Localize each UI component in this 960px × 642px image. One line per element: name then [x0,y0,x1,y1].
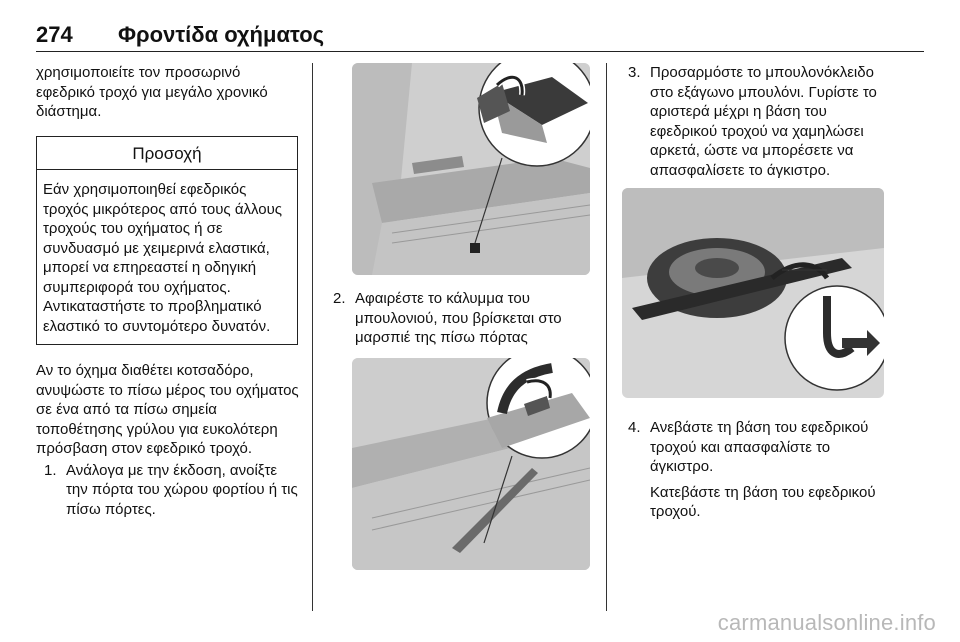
step-number: 1. [44,461,57,479]
page-header [36,20,924,52]
column-middle [325,63,595,570]
spare-wheel-carrier-illustration [622,188,884,398]
chapter-title: Φροντίδα οχήματος [118,22,325,47]
step-1 [44,461,300,520]
step-text: Αφαιρέστε το κάλυμμα του μπουλονιού, που βρίσκεται στο μαρσπιέ της πίσω πόρτας [355,290,562,346]
watermark: carmanualsonline.info [717,610,936,635]
step-3 [628,63,888,180]
caution-box [36,136,298,346]
column-right [620,63,888,522]
intro-text: χρησιμοποιείτε τον προσωρινό εφεδρικό τροχό για μεγάλο χρονικό διάστημα. [36,64,268,120]
step-2 [333,289,595,348]
caution-title: Προσοχή [37,137,297,171]
step-followup: Κατεβάστε τη βάση του εφεδρικού τροχού. [650,483,876,520]
step-4 [628,418,888,522]
step-text: Προσαρμόστε το μπουλονόκλειδο στο εξάγωνο μπουλόνι. Γυρίστε το αριστερά μέχρι η βάση του εφεδρικού τροχού να χαμηλώσει αρκετά, ώστε να μπορέσετε να απασφαλίσετε το άγκιστρο. [650,64,877,179]
column-left [36,63,300,519]
tow-bar-paragraph: Αν το όχημα διαθέτει κοτσαδόρο, ανυψώστε το πίσω μέρος του οχήματος σε ένα από τα πίσω σημεία τοποθέτησης γρύλου για ευκολότερη πρόσβαση στον εφεδρικό τροχό. [36,362,299,457]
caution-body: Εάν χρησιμοποιηθεί εφεδρικός τροχός μικρότερος από τους άλλους τροχούς του οχήματος ή σε συνδυασμό με χειμερινά ελαστικά, μπορεί να επηρεαστεί η οδηγική συμπεριφορά του οχήματος. Αντικαταστήστε το προβληματικό ελαστικό το συντομότερο δυνατόν. [43,181,283,335]
step-text: Ανεβάστε τη βάση του εφεδρικού τροχού και απασφαλίστε το άγκιστρο. [650,419,869,475]
column-divider [312,63,313,611]
step-number: 2. [333,290,346,307]
cargo-floor-illustration [352,63,590,275]
page-number: 274 [36,22,73,47]
column-divider [606,63,607,611]
step-number: 4. [628,419,641,436]
step-number: 3. [628,64,641,81]
bolt-cover-illustration [352,358,590,570]
step-text: Ανάλογα με την έκδοση, ανοίξτε την πόρτα του χώρου φορτίου ή τις πίσω πόρτες. [66,461,298,518]
